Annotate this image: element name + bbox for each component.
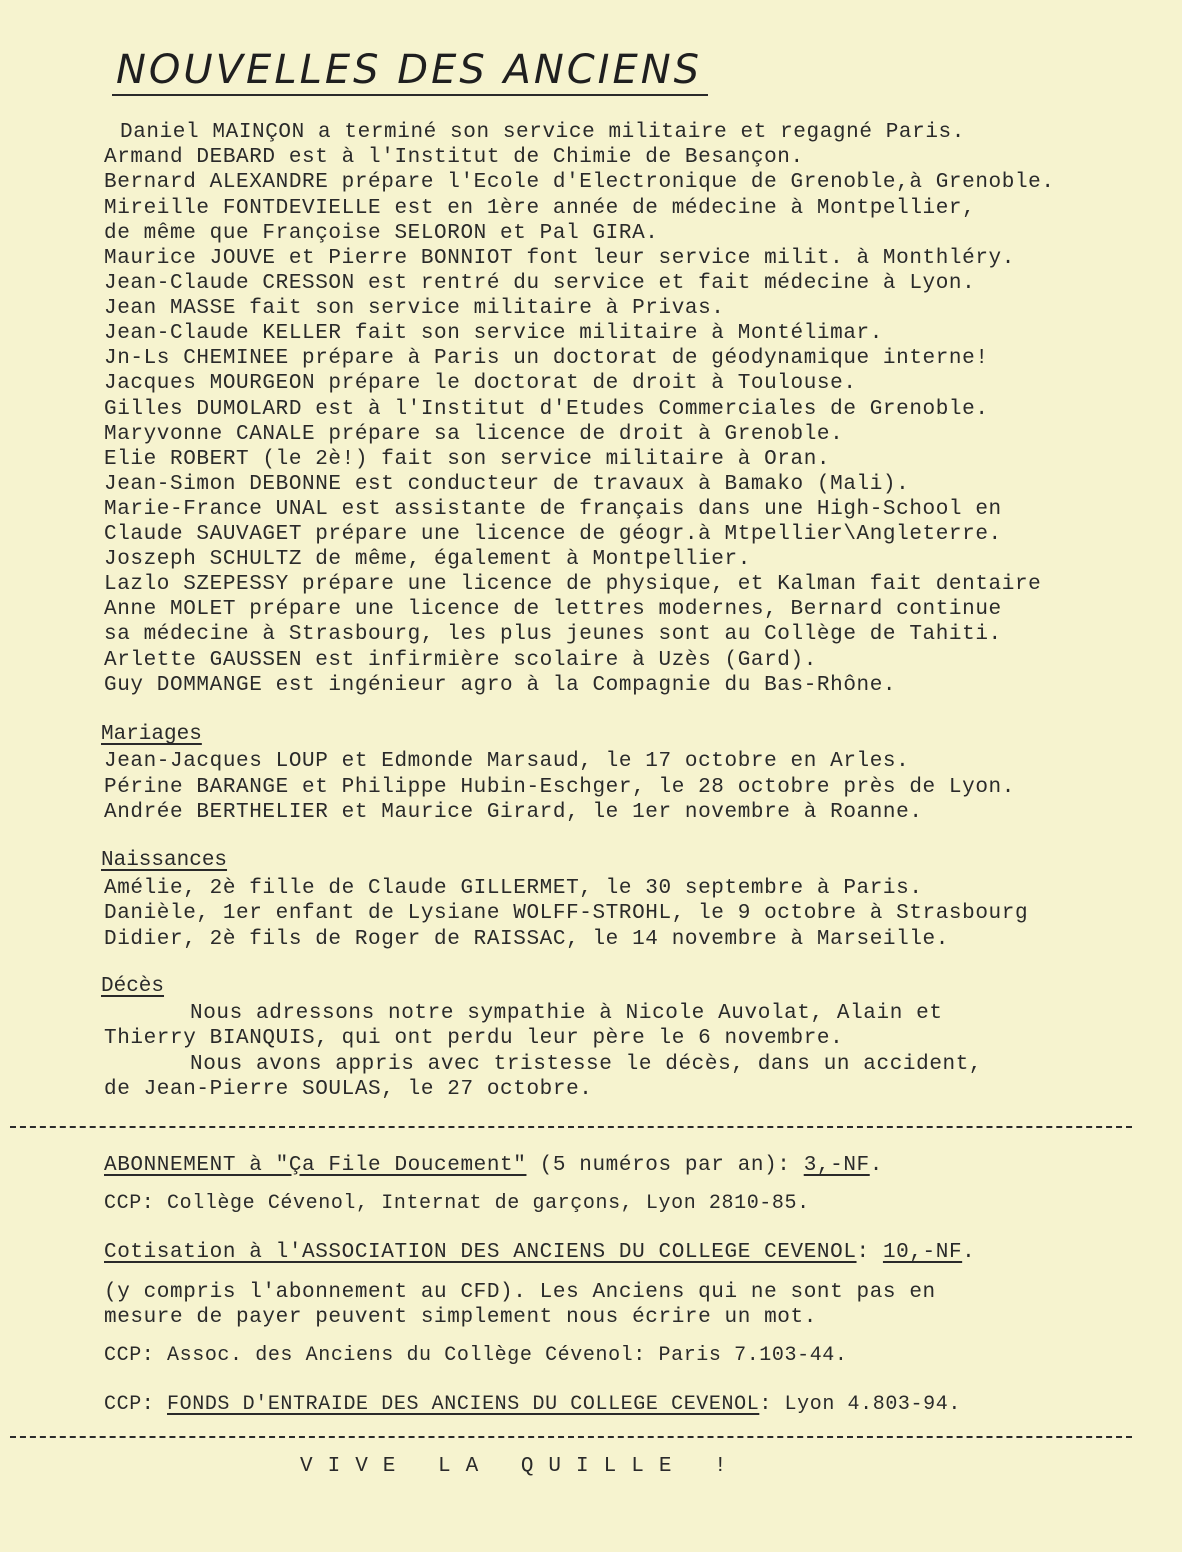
naissance-line: Didier, 2è fils de Roger de RAISSAC, le 14 novembre à Marseille. — [104, 928, 949, 951]
news-line: Jn-Ls CHEMINEE prépare à Paris un doctorat de géodynamique interne! — [104, 347, 989, 370]
news-line: Mireille FONTDEVIELLE est en 1ère année de médecine à Montpellier, — [104, 197, 976, 220]
naissance-line: Amélie, 2è fille de Claude GILLERMET, le 30 septembre à Paris. — [104, 877, 923, 900]
news-line: Jean-Simon DEBONNE est conducteur de travaux à Bamako (Mali). — [104, 473, 910, 496]
abonnement-line — [104, 1153, 883, 1178]
naissances-heading: Naissances — [101, 849, 228, 872]
abonnement-label: ABONNEMENT à "Ça File Doucement" — [104, 1154, 527, 1177]
news-line: Guy DOMMANGE est ingénieur agro à la Compagnie du Bas-Rhône. — [104, 674, 897, 697]
dashed-divider — [10, 1126, 1132, 1128]
news-line: Jean-Claude CRESSON est rentré du service et fait médecine à Lyon. — [104, 272, 976, 295]
news-line: Daniel MAINÇON a terminé son service militaire et regagné Paris. — [120, 121, 965, 144]
deces-heading: Décès — [101, 975, 165, 998]
cotisation-note: (y compris l'abonnement au CFD). Les Anciens qui ne sont pas en — [104, 1281, 936, 1304]
ccp-fonds-prefix: CCP: — [104, 1393, 168, 1416]
abonnement-detail: (5 numéros par an): — [526, 1154, 804, 1177]
news-line: Armand DEBARD est à l'Institut de Chimie de Besançon. — [104, 146, 804, 169]
news-line: sa médecine à Strasbourg, les plus jeunes sont au Collège de Tahiti. — [104, 623, 1002, 646]
abonnement-end: . — [869, 1154, 883, 1177]
news-line: Marie-France UNAL est assistante de français dans une High-School en — [104, 498, 1002, 521]
news-line: Claude SAUVAGET prépare une licence de géogr.à Mtpellier\Angleterre. — [104, 523, 1002, 546]
news-line: Arlette GAUSSEN est infirmière scolaire à Uzès (Gard). — [104, 649, 817, 672]
cotisation-note: mesure de payer peuvent simplement nous écrire un mot. — [104, 1306, 817, 1329]
ccp-fonds-label: FONDS D'ENTRAIDE DES ANCIENS DU COLLEGE CEVENOL — [167, 1393, 760, 1416]
cotisation-price: 10,-NF — [882, 1241, 963, 1264]
abonnement-price: 3,-NF — [803, 1154, 870, 1177]
ccp-internat: CCP: Collège Cévenol, Internat de garçons, Lyon 2810-85. — [104, 1192, 810, 1215]
mariage-line: Andrée BERTHELIER et Maurice Girard, le 1er novembre à Roanne. — [104, 801, 923, 824]
footer-slogan: VIVE LA QUILLE ! — [300, 1455, 742, 1478]
dashed-divider — [10, 1436, 1132, 1438]
deces-line: Thierry BIANQUIS, qui ont perdu leur père le 6 novembre. — [104, 1027, 844, 1050]
deces-line: Nous adressons notre sympathie à Nicole Auvolat, Alain et — [190, 1002, 943, 1025]
deces-line: de Jean-Pierre SOULAS, le 27 octobre. — [104, 1078, 593, 1101]
ccp-fonds-line — [104, 1392, 961, 1417]
cotisation-sep: : — [856, 1241, 883, 1264]
news-line: Jean MASSE fait son service militaire à Privas. — [104, 297, 725, 320]
cotisation-end: . — [962, 1241, 976, 1264]
news-line: Lazlo SZEPESSY prépare une licence de physique, et Kalman fait dentaire — [104, 573, 1042, 596]
news-line: de même que Françoise SELORON et Pal GIRA. — [104, 222, 659, 245]
mariage-line: Périne BARANGE et Philippe Hubin-Eschger, le 28 octobre près de Lyon. — [104, 776, 1015, 799]
news-line: Maryvonne CANALE prépare sa licence de droit à Grenoble. — [104, 423, 844, 446]
cotisation-line — [104, 1240, 975, 1265]
news-line: Joszeph SCHULTZ de même, également à Montpellier. — [104, 548, 751, 571]
news-line: Jacques MOURGEON prépare le doctorat de droit à Toulouse. — [104, 372, 857, 395]
news-line: Bernard ALEXANDRE prépare l'Ecole d'Electronique de Grenoble,à Grenoble. — [104, 171, 1055, 194]
news-line: Jean-Claude KELLER fait son service militaire à Montélimar. — [104, 322, 883, 345]
ccp-fonds-end: : Lyon 4.803-94. — [759, 1393, 961, 1416]
page-title: NOUVELLES DES ANCIENS — [112, 48, 708, 96]
news-line: Gilles DUMOLARD est à l'Institut d'Etudes Commerciales de Grenoble. — [104, 398, 989, 421]
naissance-line: Danièle, 1er enfant de Lysiane WOLFF-STROHL, le 9 octobre à Strasbourg — [104, 902, 1029, 925]
deces-line: Nous avons appris avec tristesse le décès, dans un accident, — [190, 1053, 983, 1076]
news-line: Maurice JOUVE et Pierre BONNIOT font leur service milit. à Monthléry. — [104, 247, 1015, 270]
news-line: Elie ROBERT (le 2è!) fait son service militaire à Oran. — [104, 448, 831, 471]
mariage-line: Jean-Jacques LOUP et Edmonde Marsaud, le 17 octobre en Arles. — [104, 750, 910, 773]
ccp-association: CCP: Assoc. des Anciens du Collège Cévenol: Paris 7.103-44. — [104, 1344, 848, 1367]
cotisation-label: Cotisation à l'ASSOCIATION DES ANCIENS DU COLLEGE CEVENOL — [104, 1241, 857, 1264]
news-line: Anne MOLET prépare une licence de lettres modernes, Bernard continue — [104, 598, 1002, 621]
mariages-heading: Mariages — [101, 723, 202, 746]
